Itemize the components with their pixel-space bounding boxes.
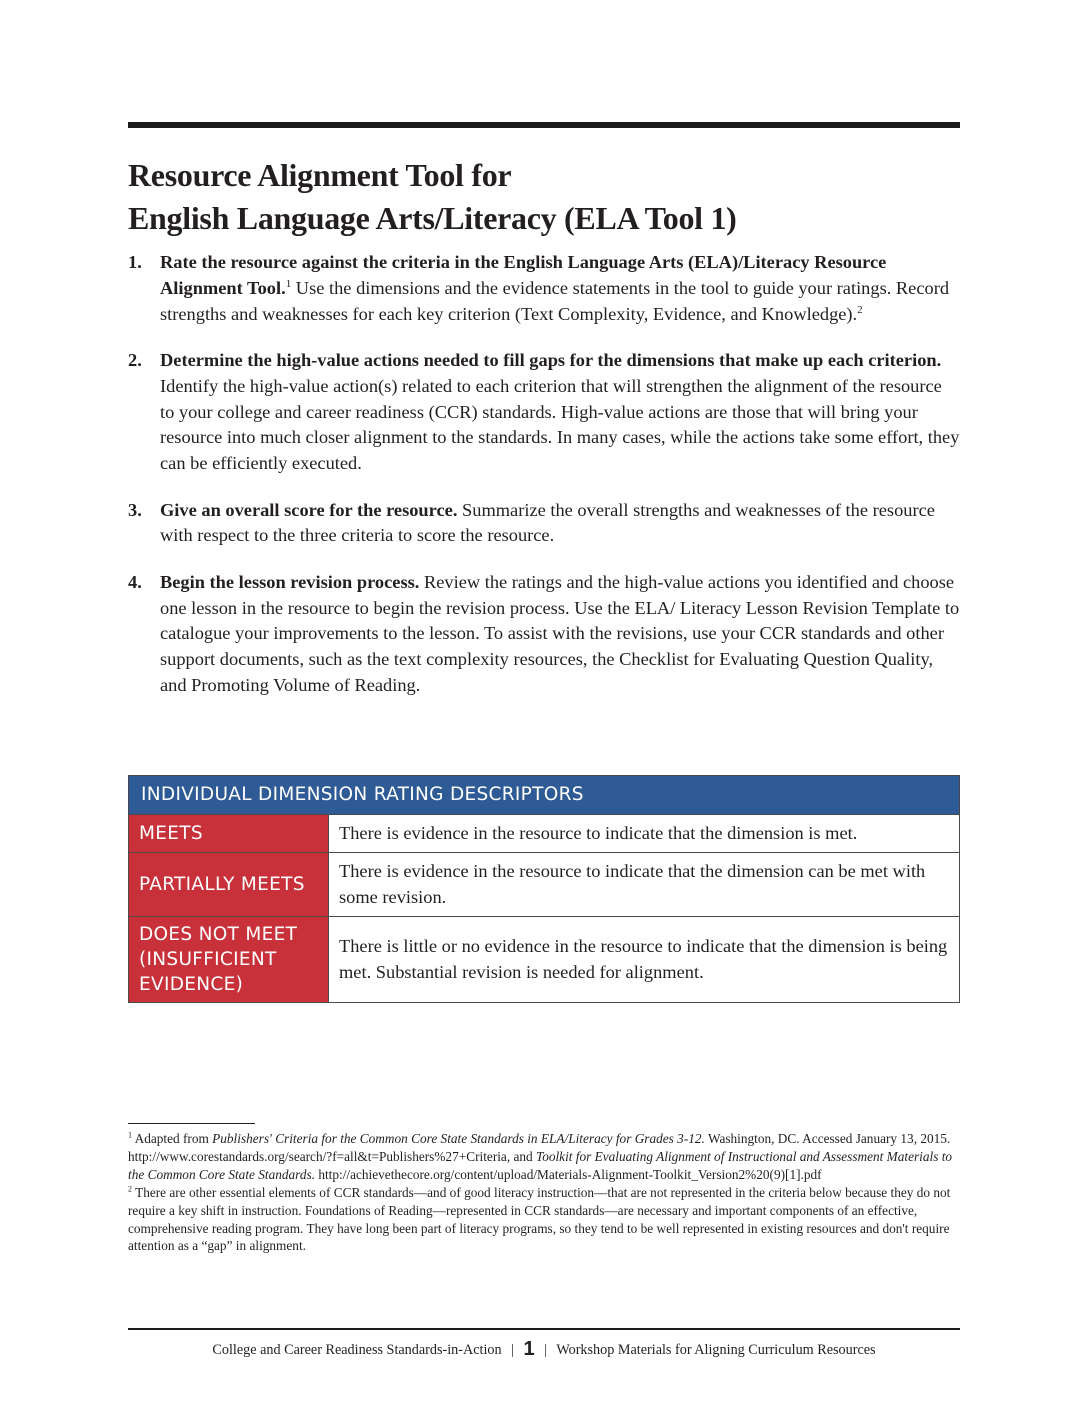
- step-heading: Begin the lesson revision process.: [160, 571, 420, 592]
- rating-label: MEETS: [129, 815, 329, 852]
- step-heading: Determine the high-value actions needed to fill gaps for the dimensions that make up each criterion.: [160, 349, 942, 370]
- step-body: Summarize the overall strengths and weaknesses of the resource with respect to the three criteria to score the resource.: [160, 499, 935, 546]
- footer-rule: [128, 1328, 960, 1330]
- step-number: 1.: [128, 252, 142, 272]
- footnote-citation-title: Toolkit for Evaluating Alignment of Instructional and Assessment Materials to the Common Core State Standards.: [128, 1148, 953, 1182]
- title-line-1: Resource Alignment Tool for: [128, 157, 512, 193]
- page-number: 1: [523, 1338, 535, 1360]
- step-body: Identify the high-value action(s) related to each criterion that will strengthen the alignment of the resource to your college and career readiness (CCR) standards. High-value actions are those that will bring your resource into much closer alignment to the standards. In many cases, while the actions take some effort, they can be efficiently executed.: [160, 375, 960, 474]
- step-2: [128, 348, 960, 477]
- footer-right-text: Workshop Materials for Aligning Curriculum Resources: [556, 1342, 876, 1358]
- footer-left-text: College and Career Readiness Standards-in-Action: [212, 1342, 502, 1358]
- step-number: 3.: [128, 499, 142, 520]
- footnote-number: 1: [128, 1130, 132, 1140]
- step-heading: Give an overall score for the resource.: [160, 499, 458, 520]
- rating-label: PARTIALLY MEETS: [129, 853, 329, 916]
- footnote-link-text: http://achievethecore.org/content/upload/Materials-Alignment-Toolkit_Version2%20(9)[1].pdf: [315, 1166, 822, 1182]
- footnote-rule: [128, 1123, 255, 1124]
- footer-separator: |: [544, 1342, 548, 1358]
- page-footer: [128, 1338, 960, 1361]
- table-row: [129, 814, 959, 852]
- footnote-ref-1: 1: [285, 277, 292, 290]
- rating-description: There is evidence in the resource to indicate that the dimension is met.: [339, 822, 858, 843]
- footnote-text: There are other essential elements of CCR standards—and of good literacy instruction—that are not represented in the criteria below because they do not require a key shift in instruction. Foundations of Reading—represented in CCR standards—are necessary and important components of an effective, comprehensive reading program. They have long been part of literacy programs, so they tend to be well represented in existing resources and don't require attention as a “gap” in alignment.: [128, 1184, 951, 1254]
- table-row: [129, 852, 959, 916]
- step-3: [128, 498, 960, 550]
- footnote-ref-2: 2: [857, 303, 863, 316]
- footnote-text: Adapted from: [132, 1131, 213, 1146]
- step-heading: Rate the resource against the criteria in the English Language Arts (ELA)/Literacy Resource Alignment Tool.: [160, 252, 887, 298]
- steps-list: [128, 250, 960, 719]
- table-header: INDIVIDUAL DIMENSION RATING DESCRIPTORS: [129, 776, 959, 814]
- footnote-number: 2: [128, 1184, 132, 1194]
- footnote-2: [128, 1184, 960, 1256]
- step-4: [128, 570, 960, 699]
- rating-label: DOES NOT MEET (INSUFFICIENT EVIDENCE): [129, 917, 329, 1002]
- table-row: [129, 916, 959, 1002]
- rating-description: There is little or no evidence in the resource to indicate that the dimension is being met. Substantial revision is needed for alignment.: [339, 936, 948, 982]
- rating-description: There is evidence in the resource to indicate that the dimension can be met with some revision.: [339, 861, 926, 907]
- footnote-1: [128, 1130, 960, 1184]
- step-number: 2.: [128, 349, 142, 370]
- top-rule: [128, 122, 960, 128]
- step-body: Review the ratings and the high-value actions you identified and choose one lesson in the resource to begin the revision process. Use the ELA/ Literacy Lesson Revision Template to catalogue your improvements to the lesson. To assist with the revisions, use your CCR standards and other support documents, such as the text complexity resources, the Checklist for Evaluating Question Quality, and Promoting Volume of Reading.: [160, 571, 960, 695]
- footer-separator: |: [511, 1342, 514, 1358]
- footnote-text: Washington, DC. Accessed January 13, 2015. http://www.corestandards.org/search/?f=all&t=Publishers%27+Criteria, and: [128, 1131, 951, 1164]
- step-1: [128, 250, 960, 327]
- title-line-2: English Language Arts/Literacy (ELA Tool 1): [128, 200, 737, 236]
- step-number: 4.: [128, 571, 142, 592]
- step-body: Use the dimensions and the evidence statements in the tool to guide your ratings. Record strengths and weaknesses for each key criterion (Text Complexity, Evidence, and Knowledge).: [160, 277, 950, 324]
- rating-descriptors-table: [128, 775, 960, 1003]
- page-title: [128, 154, 960, 240]
- footnotes: [128, 1130, 960, 1255]
- footnote-citation-title: Publishers' Criteria for the Common Core State Standards in ELA/Literacy for Grades 3-12.: [212, 1131, 705, 1146]
